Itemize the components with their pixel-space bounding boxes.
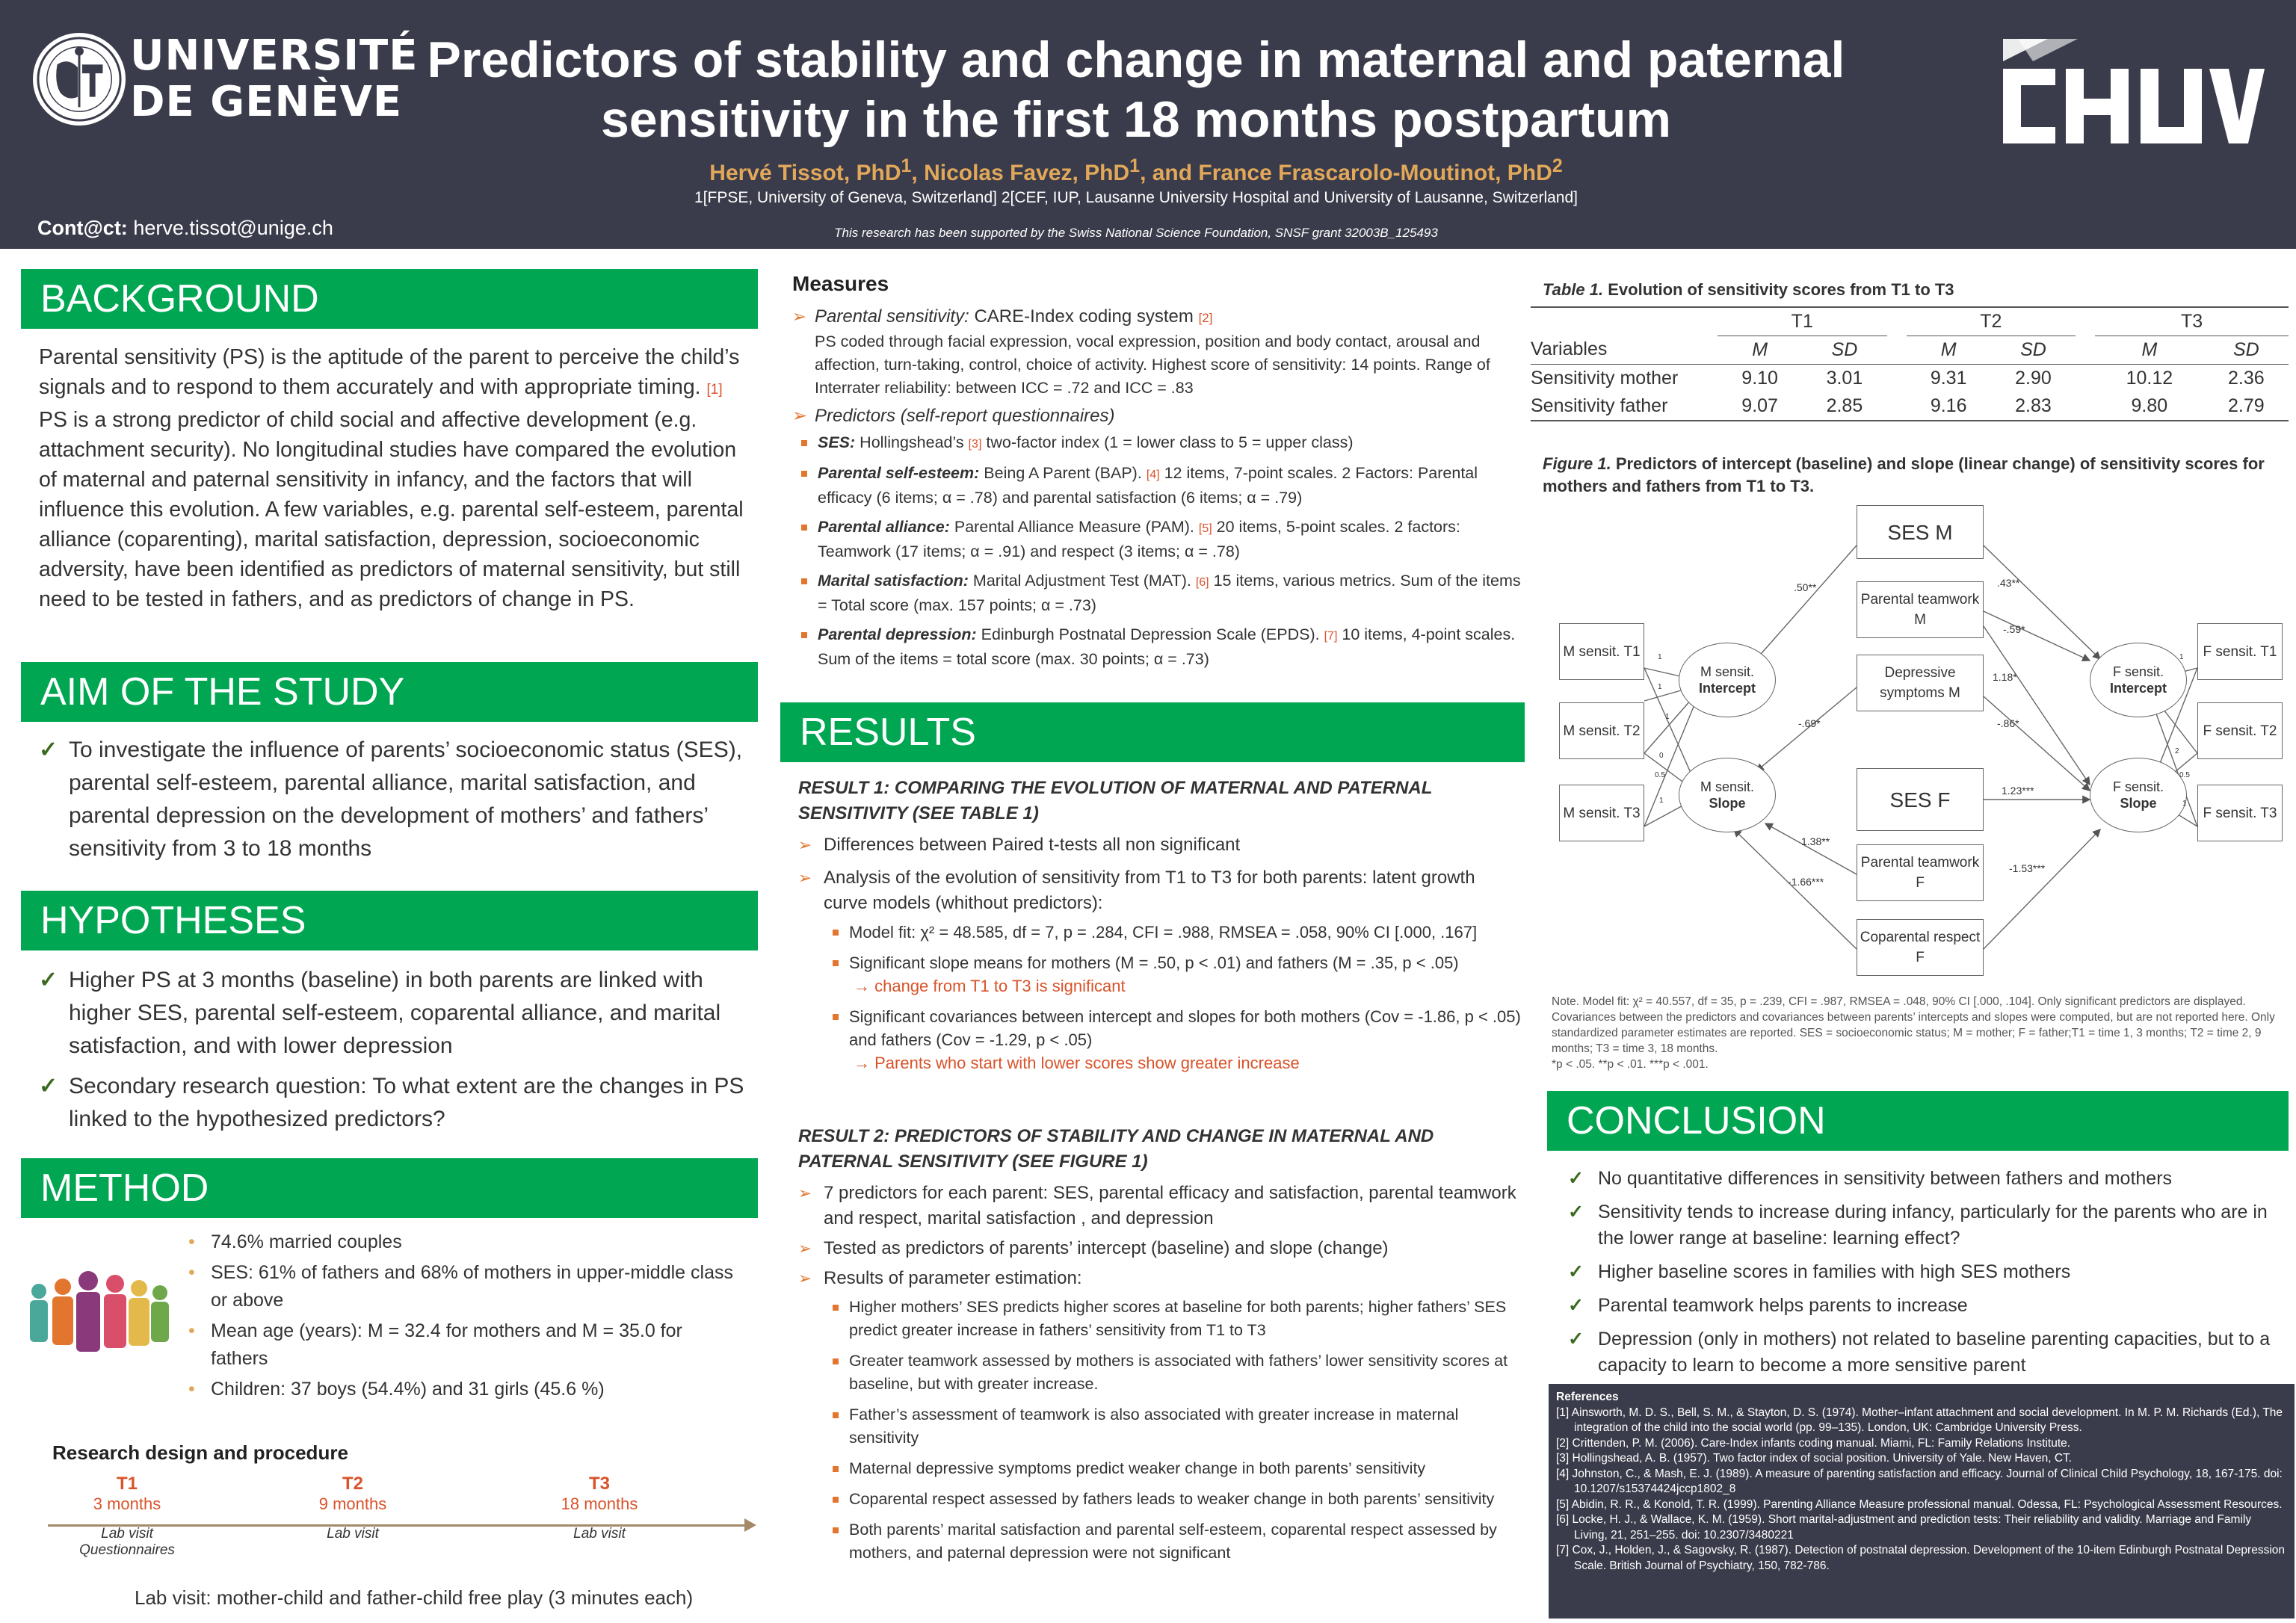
result1-item: ➢ Analysis of the evolution of sensitivity from T1 to T3 for both parents: latent growth curve models (whithout predictors): Model fit: χ² = 48.585, df = 7, p = .284, CFI = .988, RMSEA = .058, 90% CI [.000, .167] Significant slope means for mothers (M = .50, p < .01) and fathers (M = .35, p < .05) → change from T1 to T3 is significant Significant covariances between intercept and slopes for both mothers (Cov = -1.86, p < .05) and fathers (Cov = -1.29, p < .05) → Parents who start with lower scores show greater increase [798,865,1523,1075]
node-m-t3: M sensit. T3 [1559,785,1644,841]
chuv-logo [1988,39,2265,158]
reference-item: [7] Cox, J., Holden, J., & Sagovsky, R. (1987). Detection of postnatal depression. Development of the 10-item Edinburgh Postnatal Depression Scale. British Journal of Psychiatry, 150, 782-786. [1556,1544,2286,1572]
method-item: • Children: 37 boys (54.4%) and 31 girls (45.6 %) [188,1379,605,1400]
node-m-t1: M sensit. T1 [1559,623,1644,680]
measures-block [792,305,1525,676]
result1-title: RESULT 1: COMPARING THE EVOLUTION OF MATERNAL AND PATERNAL SENSITIVITY (SEE TABLE 1) [798,778,1432,823]
loading-label: 1 [2182,800,2187,808]
design-heading: Research design and procedure [52,1441,348,1464]
aim-list [39,734,756,865]
hypotheses-list [39,964,756,1136]
reference-item: [3] Hollingshead, A. B. (1957). Two factor index of social position. University of Yale. New Haven, CT. [1556,1452,2073,1465]
coef-resp-fslope: -1.53*** [2009,862,2046,874]
measures-heading: Measures [792,272,889,295]
predictor-item: Parental alliance: Parental Alliance Measure (PAM). [5] 20 items, 5-point scales. 2 factors: Teamwork (17 items; α = .91) and respect (3 items; α = .78) [792,516,1525,563]
reference-item: [2] Crittenden, P. M. (2006). Care-Index infants coding manual. Miami, FL: Family Relations Institute. [1556,1436,2071,1450]
method-item: • SES: 61% of fathers and 68% of mothers in upper-middle class or above [188,1262,733,1311]
table1-caption: Table 1. Evolution of sensitivity scores from T1 to T3 [1543,280,1954,299]
result2-sub: Coparental respect assessed by fathers leads to weaker change in both parents’ sensitivity [824,1488,1523,1511]
node-f-slope: F sensit. Slope [2090,758,2187,832]
people-icon [24,1270,173,1360]
table-subheader-row: Variables M SD M SD M SD [1531,336,2289,364]
node-depressive-m: Depressive symptoms M [1857,655,1984,711]
predictor-item: Parental depression: Edinburgh Postnatal Depression Scale (EPDS). [7] 10 items, 4-point scales. Sum of the items = total score (max. 30 points; α = .73) [792,623,1525,671]
reference-item: [4] Johnston, C., & Mash, E. J. (1989). A measure of parenting satisfaction and efficacy. Journal of Clinical Child Psychology, 18, 167-175. doi: 10.1207/s15374424jccp1802_8 [1556,1467,2283,1495]
poster-title [419,30,1854,149]
loading-label: 1 [1658,653,1662,661]
method-list [188,1228,741,1403]
result1-sub: Significant covariances between intercept and slopes for both mothers (Cov = -1.86, p < .05) and fathers (Cov = -1.29, p < .05) → Parents who start with lower scores show greater increase [824,1005,1523,1075]
contact-email[interactable]: herve.tissot@unige.ch [133,217,333,239]
conclusion-item: ✓ Parental teamwork helps parents to increase [1568,1293,2286,1319]
timeline-arrow [744,1518,756,1532]
unige-seal-logo [33,33,126,126]
table-time-t1: T1 [1718,307,1887,336]
result2-sublist [824,1296,1523,1565]
table-row: Sensitivity mother 9.10 3.01 9.31 2.90 10.12 2.36 [1531,367,2265,389]
node-m-t2: M sensit. T2 [1559,702,1644,759]
result2-item: ➢ Tested as predictors of parents’ intercept (baseline) and slope (change) [798,1236,1523,1261]
table-header-row [1531,307,2289,336]
method-banner: METHOD [21,1158,758,1218]
predictor-item: SES: Hollingshead’s [3] two-factor index (1 = lower class to 5 = upper class) [792,431,1525,456]
loading-label: 0 [1659,752,1664,760]
node-teamwork-f: Parental teamwork F [1857,844,1984,901]
loading-label: 1 [1658,683,1662,691]
aim-item: ✓ To investigate the influence of parents’ socioeconomic status (SES), parental self-esteem, parental alliance, marital satisfaction, and parental depression on the development of mothers’ and fathers’ sensitivity from 3 to 18 months [39,734,756,865]
author-list: Hervé Tissot, PhD$^1$, Nicolas Favez, PhD$^1$, and France Frascarolo-Moutinot, PhD$^2$ [709,155,1563,185]
result1-block [798,776,1523,1079]
node-f-t2: F sensit. T2 [2197,702,2283,759]
aim-banner: AIM OF THE STUDY [21,662,758,722]
table-time-t3: T3 [2095,307,2289,336]
node-ses-m: SES M [1857,505,1984,559]
coef-team-fslope: 1.18* [1993,671,2017,683]
poster-header [0,0,2296,249]
background-banner: BACKGROUND [21,269,758,329]
node-teamwork-m: Parental teamwork M [1857,581,1984,638]
figure1-diagram [1555,501,2287,971]
loading-label: 0.5 [2179,771,2190,779]
reference-item: [6] Locke, H. J., & Wallace, K. M. (1959). Short marital-adjustment and prediction tests: Their reliability and validity. Marriage and Family Living, 21, 251–255. doi: 10.2307/3480221 [1556,1513,2252,1542]
predictor-item: Parental self-esteem: Being A Parent (BAP). [4] 12 items, 7-point scales. 2 Factors: Parental efficacy (6 items; α = .78) and parental satisfaction (6 items; α = .79) [792,462,1525,510]
figure1-note: Note. Model fit: χ² = 40.557, df = 35, p = .239, CFI = .987, RMSEA = .048, 90% CI [.000, .104]. Only significant predictors are displayed. Covariances between the predictors and covariances between parents’ intercepts and slopes were computed, but are not reported here. Only standardized parameter estimates are reported. SES = socioeconomic status; M = mother; F = father;T1 = time 1, 3 months; T2 = time 2, 9 months; T3 = time 3, 18 months. *p < .05. **p < .01. ***p < .001. [1552,995,2275,1071]
author-1: Hervé Tissot, PhD [709,161,901,185]
university-name-line2: DE GENÈVE [130,78,403,126]
author-2: Nicolas Favez, PhD [924,161,1130,185]
table1 [1531,306,2289,421]
method-item: • Mean age (years): M = 32.4 for mothers and M = 35.0 for fathers [188,1320,682,1369]
timeline-t3: T3 18 months Lab visit [561,1474,638,1542]
hypothesis-item: ✓ Higher PS at 3 months (baseline) in both parents are linked with higher SES, parental self-esteem, coparental alliance, and marital satisfaction, and with lower depression [39,964,756,1063]
table-time-t2: T2 [1907,307,2076,336]
coef-team-fint: -.59* [2003,623,2025,635]
measures-predictors-label: ➢ Predictors (self-report questionnaires) [792,406,1115,426]
method-item: • 74.6% married couples [188,1231,402,1252]
lab-visit-note: Lab visit: mother-child and father-child free play (3 minutes each) [135,1586,694,1609]
node-m-slope: M sensit. Slope [1679,758,1776,832]
timeline-t2: T2 9 months Lab visit [318,1474,387,1542]
background-ref-1: [1] [706,382,723,398]
university-name-line1: UNIVERSITÉ [130,31,419,80]
result2-sub: Father’s assessment of teamwork is also associated with greater increase in maternal sensitivity [824,1403,1523,1450]
conclusion-item: ✓ No quantitative differences in sensitivity between fathers and mothers [1568,1166,2286,1192]
coef-teamf-mslope: 1.38** [1801,835,1830,847]
result1-item: ➢ Differences between Paired t-tests all non significant [798,832,1523,858]
result1-sub: Model fit: χ² = 48.585, df = 7, p = .284, CFI = .988, RMSEA = .058, 90% CI [.000, .167] [824,921,1523,944]
node-respect-f: Coparental respect F [1857,919,1984,976]
result2-item: ➢ 7 predictors for each parent: SES, parental efficacy and satisfaction, parental teamwork and respect, marital satisfaction , and depression [798,1181,1523,1231]
title-line1: Predictors of stability and change in maternal and paternal [427,31,1845,88]
result1-sublist [824,921,1523,1075]
timeline-t1: T1 3 months Lab visit Questionnaires [79,1474,175,1558]
coef-dep-mslope: -.69* [1798,717,1821,729]
conclusion-list [1568,1166,2286,1379]
result2-title: RESULT 2: PREDICTORS OF STABILITY AND CHANGE IN MATERNAL AND PATERNAL SENSITIVITY (SEE FIGURE 1) [798,1126,1434,1172]
background-text-2: PS is a strong predictor of child social and affective development (e.g. attachment security). No longitudinal studies have compared the evolution of maternal and paternal sensitivity in infancy, and the factors that will influence this evolution. A few variables, e.g. parental self-esteem, parental alliance (coparenting), marital satisfaction, depression, socioeconomic adversity, have been identified as predictors of maternal sensitivity, but still need to be tested in fathers, and as predictors of change in PS. [39,408,744,611]
node-f-t3: F sensit. T3 [2197,785,2283,841]
reference-item: [1] Ainsworth, M. D. S., Bell, S. M., & Stayton, D. S. (1974). Mother–infant attachment and social development. In M. P. M. Richards (Ed.), The integration of the child into the social world (pp. 99–135). London, UK: Cambridge University Press. [1556,1406,2283,1434]
node-m-intercept: M sensit. Intercept [1679,643,1776,717]
loading-label: 0.5 [1655,771,1665,779]
result2-sub: Higher mothers’ SES predicts higher scores at baseline for both parents; higher fathers’ SES predict greater increase in fathers’ sensitivity from T1 to T3 [824,1296,1523,1342]
result2-block [798,1124,1523,1569]
result1-sub: Significant slope means for mothers (M = .50, p < .01) and fathers (M = .35, p < .05) → change from T1 to T3 is significant [824,951,1523,998]
result2-list [798,1181,1523,1565]
references [1549,1384,2295,1619]
coef-sesm-fint: .43** [1997,577,2020,589]
conclusion-item: ✓ Sensitivity tends to increase during infancy, particularly for the parents who are in the lower range at baseline: learning effect? [1568,1199,2286,1252]
node-ses-f: SES F [1857,768,1984,831]
author-3: and France Frascarolo-Moutinot, PhD [1152,161,1552,185]
hypothesis-item: ✓ Secondary research question: To what extent are the changes in PS linked to the hypothesized predictors? [39,1070,756,1136]
result1-list [798,832,1523,1075]
table-row: Sensitivity father 9.07 2.85 9.16 2.83 9.80 2.79 [1531,392,2289,421]
result2-item: ➢ Results of parameter estimation: Higher mothers’ SES predicts higher scores at baseline for both parents; higher fathers’ SES predict greater increase in fathers’ sensitivity from T1 to T3 Greater teamwork assessed by mothers is associated with fathers’ lower sensitivity scores at baseline, but with greater increase. Father’s assessment of teamwork is also associated with greater increase in maternal sensitivity Maternal depressive symptoms predict weaker change in both parents’ sensitivity Coparental respect assessed by fathers leads to weaker change in both parents’ sensitivity Both parents’ marital satisfaction and parental self-esteem, coparental respect assessed by mothers, and paternal depression were not significant [798,1266,1523,1565]
coef-dep-fslope: -.86* [1997,717,2019,729]
coef-sesf-fslope: 1.23*** [2002,785,2034,797]
hypotheses-banner: HYPOTHESES [21,891,758,950]
result2-sub: Greater teamwork assessed by mothers is associated with fathers’ lower sensitivity scores at baseline, but with greater increase. [824,1350,1523,1396]
university-name [130,33,419,126]
contact [37,217,333,240]
title-line2: sensitivity in the first 18 months postpartum [600,91,1672,148]
result2-sub: Maternal depressive symptoms predict weaker change in both parents’ sensitivity [824,1457,1523,1480]
node-f-intercept: F sensit. Intercept [2090,643,2187,717]
loading-label: 2 [2175,747,2179,755]
results-banner: RESULTS [780,702,1525,762]
figure1-caption: Figure 1. Predictors of intercept (baseline) and slope (linear change) of sensitivity scores for mothers and fathers from T1 to T3. [1543,454,2265,495]
loading-label: 1 [1659,797,1664,805]
coef-sesm-mint: .50** [1794,581,1817,593]
predictor-list [792,431,1525,671]
loading-label: 1 [2179,653,2184,661]
references-heading: References [1556,1391,1619,1403]
measures-sensitivity: ➢ Parental sensitivity: CARE-Index coding system [2] PS coded through facial expression, vocal expression, position and body contact, arousal and affection, turn-taking, control, choice of activity. Highest score of sensitivity: 14 points. Range of Interrater reliability: between ICC = .72 and ICC = .83 [792,306,1490,397]
contact-label: Cont@ct: [37,217,128,239]
background-text-1: Parental sensitivity (PS) is the aptitude of the parent to perceive the child’s signals and to respond to them accurately and with appropriate timing. [39,345,740,399]
conclusion-item: ✓ Higher baseline scores in families with high SES mothers [1568,1259,2286,1285]
coef-resp-mslope: -1.66*** [1788,876,1824,888]
background-text [39,342,756,614]
conclusion-item: ✓ Depression (only in mothers) not related to baseline parenting capacities, but to a capacity to learn to become a more sensitive parent [1568,1326,2286,1379]
node-f-t1: F sensit. T1 [2197,623,2283,680]
funding-note: This research has been supported by the Swiss National Science Foundation, SNSF grant 32003B_125493 [834,226,1438,240]
loading-label: 1 [1665,713,1670,721]
reference-item: [5] Abidin, R. R., & Konold, T. R. (1999). Parenting Alliance Measure professional manual. Odessa, FL: Psychological Assessment Resources. [1556,1497,2283,1511]
conclusion-banner: CONCLUSION [1547,1091,2289,1151]
affiliations: 1[FPSE, University of Geneva, Switzerland] 2[CEF, IUP, Lausanne University Hospital and University of Lausanne, Switzerland] [694,189,1578,206]
predictor-item: Marital satisfaction: Marital Adjustment Test (MAT). [6] 15 items, various metrics. Sum of the items = Total score (max. 157 points; α = .73) [792,569,1525,617]
result2-sub: Both parents’ marital satisfaction and parental self-esteem, coparental respect assessed by mothers, and paternal depression were not significant [824,1518,1523,1565]
